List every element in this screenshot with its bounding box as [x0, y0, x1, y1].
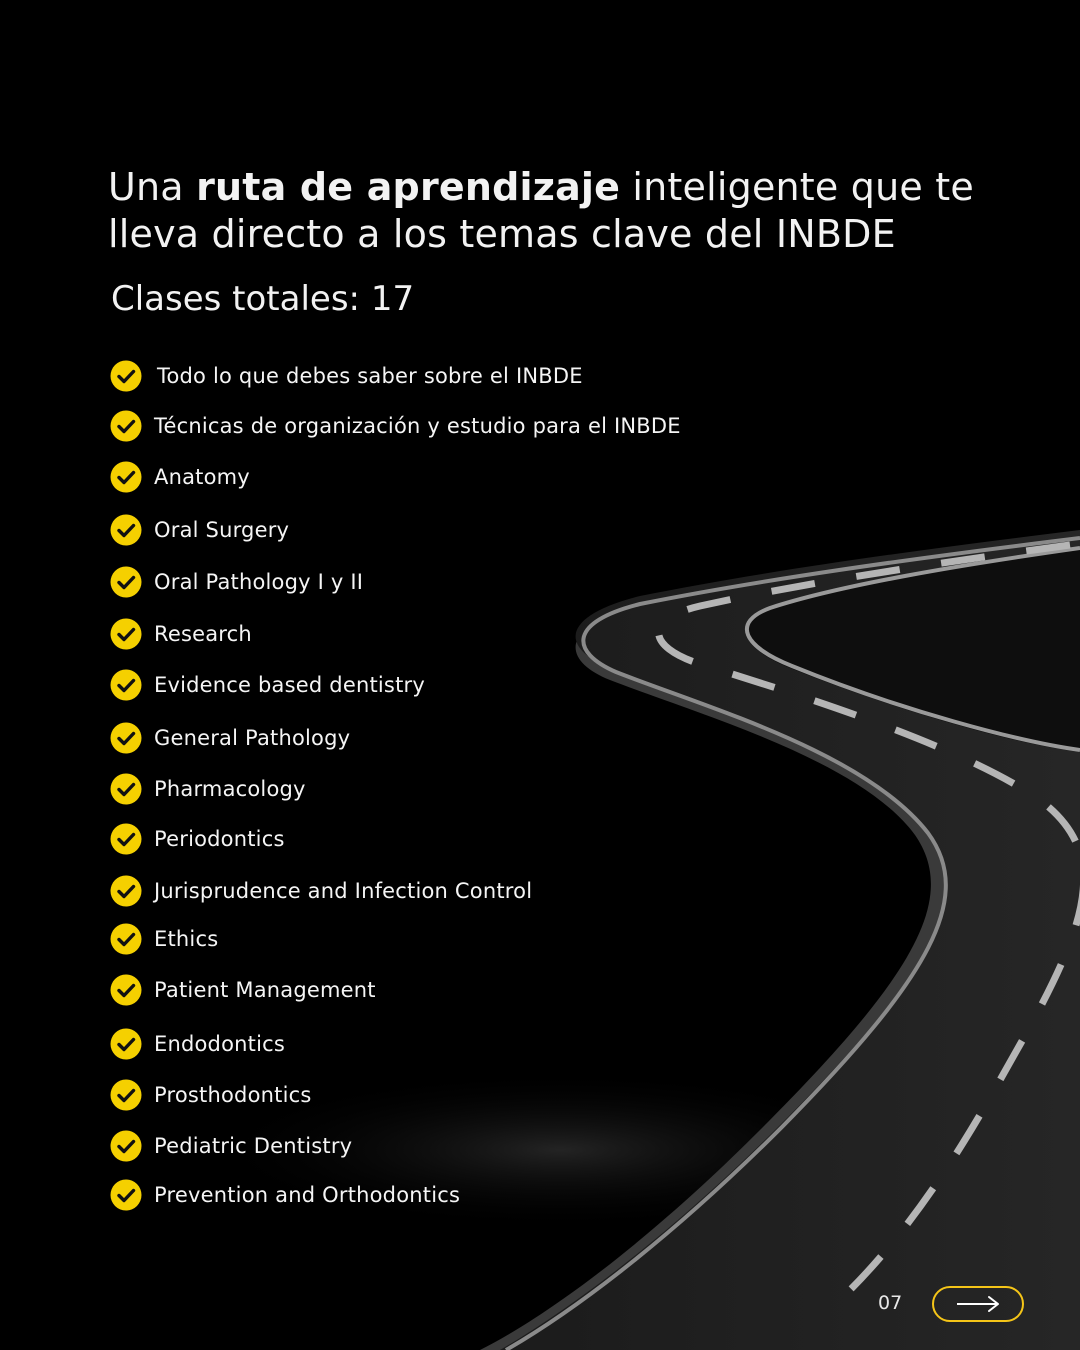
- check-circle-icon: [110, 566, 142, 598]
- check-circle-icon: [110, 1079, 142, 1111]
- check-circle-icon: [110, 360, 142, 392]
- list-item-label: Evidence based dentistry: [154, 673, 425, 697]
- list-item-label: Periodontics: [154, 827, 285, 851]
- page-number: 07: [878, 1292, 903, 1314]
- headline: [108, 164, 1008, 258]
- list-item: [110, 409, 681, 443]
- list-item-label: Técnicas de organización y estudio para el INBDE: [154, 414, 681, 438]
- list-item-label: Ethics: [154, 927, 219, 951]
- headline-emphasis: ruta de aprendizaje: [196, 165, 621, 209]
- next-button[interactable]: [932, 1286, 1024, 1322]
- check-circle-icon: [110, 1179, 142, 1211]
- list-item: [110, 822, 285, 856]
- list-item: [110, 565, 363, 599]
- total-classes: Clases totales: 17: [111, 279, 415, 319]
- list-item: [110, 617, 252, 651]
- list-item: [110, 874, 532, 908]
- list-item-label: Patient Management: [154, 978, 376, 1002]
- list-item-label: Oral Surgery: [154, 518, 290, 542]
- list-item-label: Endodontics: [154, 1032, 285, 1056]
- list-item: [110, 1129, 352, 1163]
- check-circle-icon: [110, 722, 142, 754]
- list-item: [110, 1027, 285, 1061]
- check-circle-icon: [110, 461, 142, 493]
- check-circle-icon: [110, 1028, 142, 1060]
- headline-intro: Una: [108, 165, 197, 209]
- list-item: [110, 359, 583, 393]
- check-circle-icon: [110, 974, 142, 1006]
- list-item-label: Todo lo que debes saber sobre el INBDE: [157, 364, 583, 388]
- list-item: [110, 1178, 460, 1212]
- list-item-label: Prosthodontics: [154, 1083, 312, 1107]
- check-circle-icon: [110, 514, 142, 546]
- arrow-right-icon: [955, 1295, 1001, 1313]
- check-circle-icon: [110, 773, 142, 805]
- check-circle-icon: [110, 875, 142, 907]
- list-item-label: Prevention and Orthodontics: [154, 1183, 461, 1207]
- check-circle-icon: [110, 823, 142, 855]
- list-item-label: Anatomy: [154, 465, 250, 489]
- headline-rest: inteligente que te lleva directo a los temas clave del INBDE: [108, 165, 974, 256]
- list-item: [110, 721, 350, 755]
- check-circle-icon: [110, 618, 142, 650]
- list-item-label: Jurisprudence and Infection Control: [154, 879, 533, 903]
- list-item: [110, 668, 425, 702]
- check-circle-icon: [110, 669, 142, 701]
- list-item-label: Pediatric Dentistry: [154, 1134, 353, 1158]
- list-item: [110, 973, 376, 1007]
- list-item: [110, 460, 250, 494]
- list-item: [110, 922, 218, 956]
- check-circle-icon: [110, 410, 142, 442]
- list-item-label: Pharmacology: [154, 777, 306, 801]
- list-item-label: Oral Pathology I y II: [154, 570, 364, 594]
- list-item: [110, 513, 289, 547]
- list-item-label: Research: [154, 622, 252, 646]
- check-circle-icon: [110, 1130, 142, 1162]
- list-item-label: General Pathology: [154, 726, 351, 750]
- list-item: [110, 772, 306, 806]
- list-item: [110, 1078, 312, 1112]
- check-circle-icon: [110, 923, 142, 955]
